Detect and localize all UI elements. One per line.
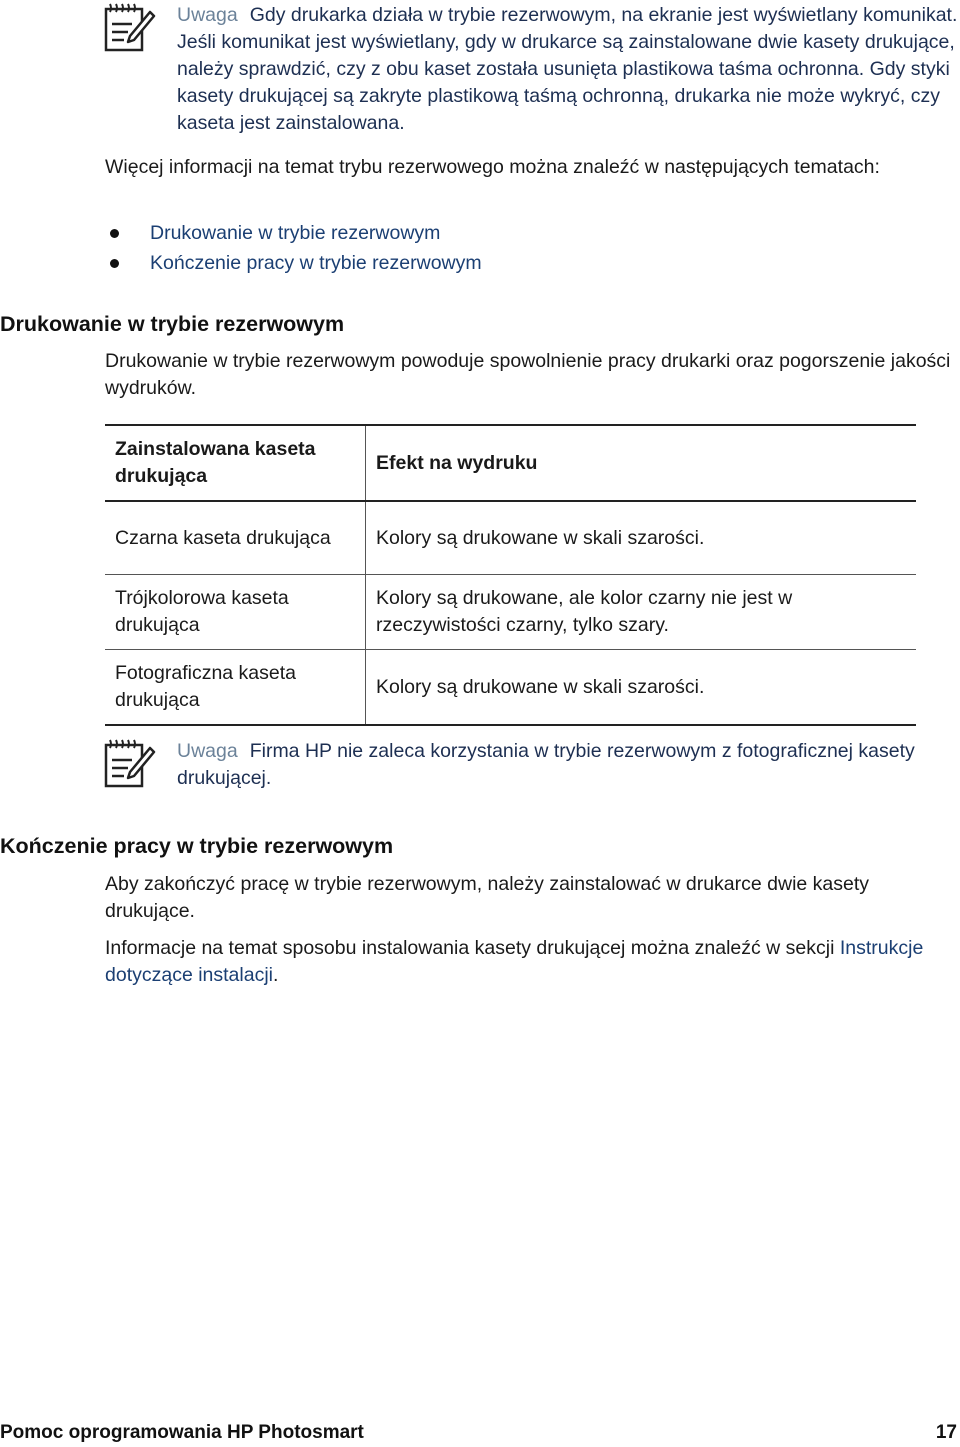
- section-2-paragraph-2-text: Informacje na temat sposobu instalowania kasety drukującej można znaleźć w sekcji: [105, 937, 835, 959]
- table-cell-cartridge: Czarna kaseta drukująca: [105, 501, 366, 575]
- table-row: [105, 575, 916, 650]
- section-2-paragraph-1: Aby zakończyć pracę w trybie rezerwowym, należy zainstalować w drukarce dwie kasety drukujące.: [105, 873, 870, 922]
- note-2-body: Firma HP nie zaleca korzystania w trybie rezerwowym z fotograficznej kasety drukującej.: [177, 740, 915, 789]
- note-1-body: Gdy drukarka działa w trybie rezerwowym, na ekranie jest wyświetlany komunikat. Jeśli komunikat jest wyświetlany, gdy w drukarce są zainstalowane dwie kasety drukujące, należy sprawdzić, czy z obu kaset została usunięta plastikowa taśma ochronna. Gdy styki kasety drukującej są zakryte plastikową taśmą ochronną, drukarka nie może wykryć, czy kaseta jest zainstalowana.: [177, 4, 958, 134]
- table-header-effect: Efekt na wydruku: [366, 425, 917, 501]
- section-heading-exit-reserve: Kończenie pracy w trybie rezerwowym: [0, 834, 394, 858]
- intro-paragraph: Więcej informacji na temat trybu rezerwowego można znaleźć w następujących tematach:: [105, 156, 880, 178]
- topics-list: [105, 218, 482, 278]
- table-header-row: [105, 425, 916, 501]
- note-pencil-icon: [104, 738, 156, 788]
- cartridge-effect-table: [105, 424, 916, 726]
- list-item[interactable]: [105, 248, 482, 278]
- table-cell-effect: Kolory są drukowane w skali szarości.: [366, 650, 917, 726]
- footer-title: Pomoc oprogramowania HP Photosmart: [0, 1422, 364, 1443]
- table-header-cartridge: Zainstalowana kaseta drukująca: [105, 425, 366, 501]
- note-1: [104, 2, 960, 137]
- page-number: 17: [935, 1422, 957, 1443]
- section-2-paragraph-2: [105, 935, 960, 989]
- note-pencil-icon: [104, 2, 156, 52]
- section-2-paragraph-2-end: .: [273, 964, 279, 986]
- bullet-dot-icon: [110, 229, 119, 238]
- table-cell-effect: Kolory są drukowane, ale kolor czarny nie jest w rzeczywistości czarny, tylko szary.: [366, 575, 917, 650]
- note-2-text: [177, 738, 960, 792]
- note-2: [104, 738, 960, 792]
- table-row: [105, 501, 916, 575]
- list-item[interactable]: [105, 218, 482, 248]
- section-1-paragraph: Drukowanie w trybie rezerwowym powoduje spowolnienie pracy drukarki oraz pogorszenie jakości wydruków.: [105, 350, 951, 399]
- note-label: Uwaga: [177, 740, 238, 762]
- note-1-text: [177, 2, 960, 137]
- table-cell-cartridge: Trójkolorowa kaseta drukująca: [105, 575, 366, 650]
- bullet-dot-icon: [110, 259, 119, 268]
- section-heading-printing-reserve: Drukowanie w trybie rezerwowym: [0, 312, 345, 336]
- table-cell-cartridge: Fotograficzna kaseta drukująca: [105, 650, 366, 726]
- topic-link-exit-reserve[interactable]: Kończenie pracy w trybie rezerwowym: [150, 252, 482, 274]
- table-row: [105, 650, 916, 726]
- topic-link-printing-reserve[interactable]: Drukowanie w trybie rezerwowym: [150, 222, 441, 244]
- table-cell-effect: Kolory są drukowane w skali szarości.: [366, 501, 917, 575]
- note-label: Uwaga: [177, 4, 238, 26]
- installation-instructions-link[interactable]: Instrukcje dotyczące instalacji: [105, 937, 924, 986]
